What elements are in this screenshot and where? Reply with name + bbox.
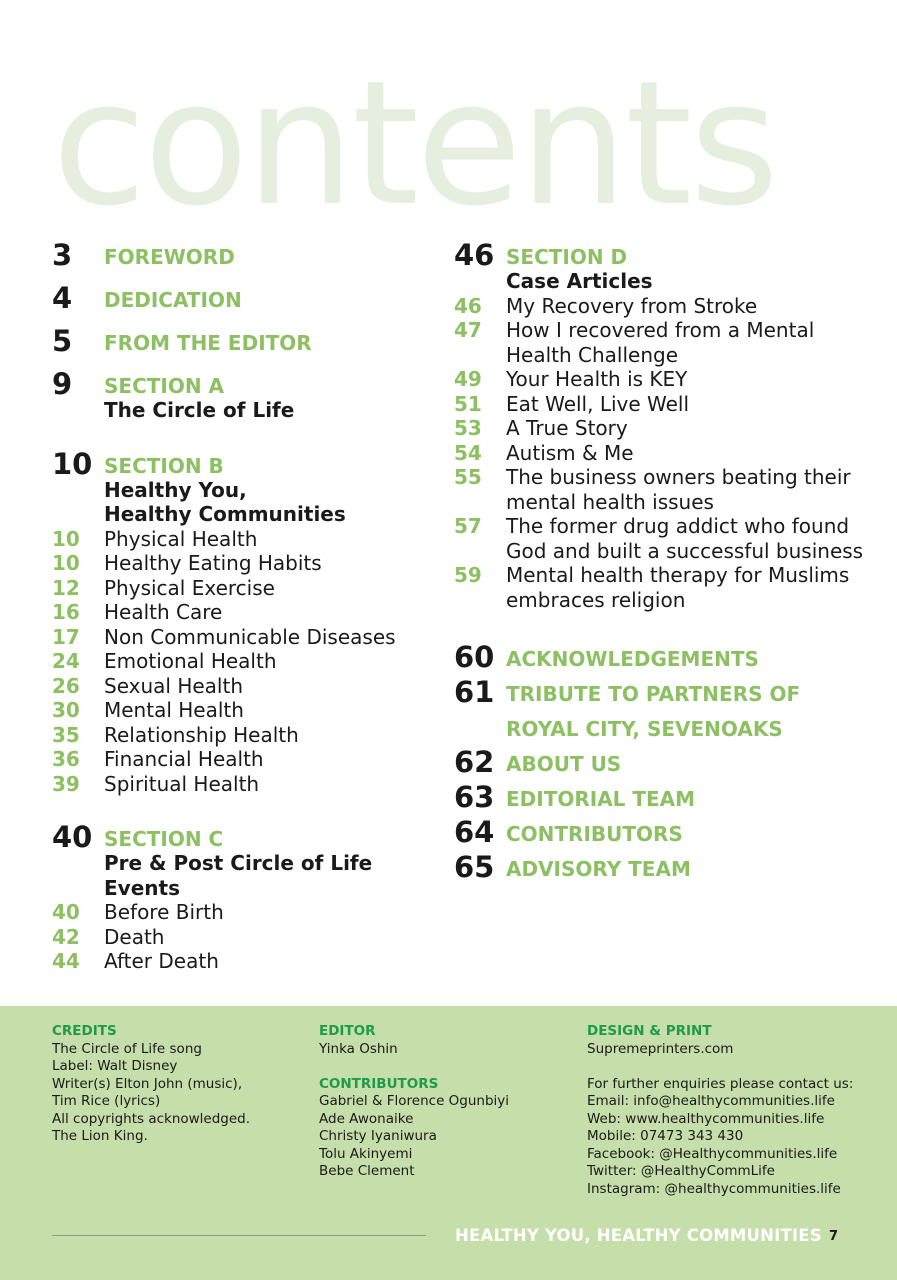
- toc-item[interactable]: [454, 294, 874, 319]
- credits-line: All copyrights acknowledged.: [52, 1110, 251, 1127]
- contact-line: For further enquiries please contact us:: [587, 1075, 854, 1092]
- item-label: My Recovery from Stroke: [506, 293, 758, 318]
- toc-item[interactable]: [52, 772, 442, 797]
- page-number: 10: [52, 446, 93, 481]
- toc-item[interactable]: [52, 949, 442, 974]
- item-label: Mental Health: [104, 698, 244, 722]
- contact-email[interactable]: Email: info@healthycommunities.life: [587, 1093, 835, 1109]
- item-label-continued: Health Challenge: [506, 342, 679, 367]
- editor-heading: EDITOR: [319, 1023, 376, 1039]
- toc-entry-section-d[interactable]: [454, 238, 874, 294]
- section-subtitle: Healthy Communities: [104, 502, 346, 526]
- item-label: Health Care: [104, 600, 223, 624]
- item-page-number: 36: [52, 747, 80, 771]
- section-title: FROM THE EDITOR: [104, 331, 312, 355]
- section-title: EDITORIAL TEAM: [506, 787, 696, 811]
- section-title: DEDICATION: [104, 288, 242, 312]
- item-label-continued: mental health issues: [506, 489, 714, 514]
- item-page-number: 47: [454, 318, 482, 342]
- toc-item[interactable]: [454, 563, 874, 612]
- section-title: SECTION A: [104, 374, 225, 398]
- credits-footer: [0, 1006, 897, 1280]
- item-page-number: 10: [52, 526, 80, 551]
- page-number: 46: [454, 238, 495, 272]
- page-number: 61: [454, 675, 495, 709]
- item-page-number: 12: [52, 575, 80, 600]
- credits-line: Tim Rice (lyrics): [52, 1093, 161, 1109]
- item-label: Spiritual Health: [104, 771, 260, 796]
- toc-item[interactable]: [52, 747, 442, 772]
- item-page-number: 35: [52, 722, 80, 747]
- toc-item[interactable]: [52, 674, 442, 699]
- item-label: Your Health is KEY: [506, 367, 688, 391]
- item-page-number: 16: [52, 600, 80, 624]
- item-page-number: 54: [454, 440, 482, 465]
- toc-item[interactable]: [454, 392, 874, 417]
- contents-hero-title: contents: [52, 43, 777, 244]
- toc-left-column: [52, 238, 442, 974]
- section-title: TRIBUTE TO PARTNERS OF: [506, 682, 801, 706]
- contact-mobile: Mobile: 07473 343 430: [587, 1128, 744, 1144]
- item-label: Sexual Health: [104, 673, 244, 698]
- page-number: 5: [52, 324, 73, 358]
- toc-entry-advisory-team[interactable]: [454, 850, 874, 885]
- toc-item[interactable]: [52, 576, 442, 601]
- toc-item[interactable]: [52, 723, 442, 748]
- toc-item[interactable]: [52, 527, 442, 552]
- contact-web[interactable]: Web: www.healthycommunities.life: [587, 1110, 825, 1127]
- toc-right-column: [454, 238, 874, 885]
- item-page-number: 30: [52, 698, 80, 722]
- item-page-number: 24: [52, 649, 80, 673]
- item-label: Relationship Health: [104, 722, 299, 747]
- page-number: 4: [52, 281, 73, 315]
- editor-contributors-column: [319, 1023, 569, 1181]
- item-label: Healthy Eating Habits: [104, 551, 322, 575]
- page-number-footer: 7: [829, 1229, 839, 1244]
- item-page-number: 44: [52, 949, 80, 973]
- page-number: 9: [52, 367, 73, 401]
- toc-item[interactable]: [454, 465, 874, 514]
- item-page-number: 42: [52, 924, 80, 949]
- footer-divider: [52, 1235, 426, 1236]
- toc-entry-contributors[interactable]: [454, 815, 874, 850]
- item-label: Physical Exercise: [104, 575, 275, 600]
- design-print-column: [587, 1023, 887, 1198]
- toc-item[interactable]: [454, 416, 874, 441]
- page-number: 65: [454, 850, 495, 884]
- toc-item[interactable]: [454, 367, 874, 392]
- editor-name: Yinka Oshin: [319, 1040, 398, 1057]
- design-print-heading: DESIGN & PRINT: [587, 1023, 712, 1039]
- credits-heading: CREDITS: [52, 1023, 117, 1039]
- item-page-number: 39: [52, 771, 80, 796]
- section-title: SECTION C: [104, 827, 224, 851]
- toc-entry-foreword[interactable]: [52, 238, 442, 272]
- section-title: SECTION B: [104, 453, 224, 478]
- page-number: 40: [52, 820, 93, 854]
- toc-item[interactable]: [454, 318, 874, 367]
- item-page-number: 26: [52, 673, 80, 698]
- credits-line: Label: Walt Disney: [52, 1058, 178, 1074]
- item-label-continued: embraces religion: [506, 587, 686, 612]
- item-label: After Death: [104, 949, 219, 973]
- section-subtitle: The Circle of Life: [104, 398, 295, 422]
- contributors-heading: CONTRIBUTORS: [319, 1075, 439, 1092]
- page-number: 64: [454, 815, 495, 849]
- item-label: Autism & Me: [506, 440, 634, 465]
- item-label: How I recovered from a Mental: [506, 318, 815, 342]
- contributor-name: Christy Iyaniwura: [319, 1128, 437, 1144]
- item-page-number: 17: [52, 624, 80, 649]
- toc-item[interactable]: [454, 441, 874, 466]
- toc-item[interactable]: [52, 925, 442, 950]
- printer-name[interactable]: Supremeprinters.com: [587, 1040, 734, 1057]
- footer-tagline: HEALTHY YOU, HEALTHY COMMUNITIES: [455, 1226, 822, 1245]
- item-label-continued: God and built a successful business: [506, 538, 864, 563]
- item-label: The former drug addict who found: [506, 514, 850, 538]
- contributor-name: Tolu Akinyemi: [319, 1145, 413, 1162]
- item-label: Death: [104, 924, 165, 949]
- item-label: The business owners beating their: [506, 465, 851, 489]
- item-page-number: 49: [454, 367, 482, 391]
- toc-item[interactable]: [52, 649, 442, 674]
- toc-item[interactable]: [52, 900, 442, 925]
- item-page-number: 57: [454, 514, 482, 538]
- toc-entry-editorial-team[interactable]: [454, 780, 874, 815]
- contact-instagram[interactable]: Instagram: @healthycommunities.life: [587, 1180, 841, 1197]
- item-label: Non Communicable Diseases: [104, 624, 396, 649]
- item-page-number: 55: [454, 465, 482, 489]
- contact-twitter[interactable]: Twitter: @HealthyCommLife: [587, 1163, 775, 1179]
- page-number: 60: [454, 640, 495, 674]
- toc-entry-section-a[interactable]: [52, 367, 442, 423]
- toc-item[interactable]: [52, 625, 442, 650]
- section-title: FOREWORD: [104, 245, 235, 269]
- toc-entry-about-us[interactable]: [454, 745, 874, 780]
- section-title: ACKNOWLEDGEMENTS: [506, 647, 759, 671]
- item-page-number: 46: [454, 293, 482, 318]
- item-page-number: 51: [454, 391, 482, 416]
- credits-column: [52, 1023, 302, 1146]
- toc-item[interactable]: [52, 551, 442, 576]
- page-number: 3: [52, 238, 73, 272]
- section-title: ADVISORY TEAM: [506, 857, 691, 881]
- toc-entry-dedication[interactable]: [52, 281, 442, 315]
- toc-item[interactable]: [52, 698, 442, 723]
- item-label: Financial Health: [104, 747, 264, 771]
- item-page-number: 10: [52, 551, 80, 575]
- item-page-number: 59: [454, 563, 482, 587]
- item-page-number: 40: [52, 900, 80, 924]
- toc-item[interactable]: [454, 514, 874, 563]
- item-label: Emotional Health: [104, 649, 277, 673]
- credits-line: Writer(s) Elton John (music),: [52, 1075, 243, 1092]
- item-label: Mental health therapy for Muslims: [506, 563, 850, 587]
- toc-entry-section-c[interactable]: [52, 820, 442, 900]
- section-title: SECTION D: [506, 245, 628, 269]
- toc-entry-tribute[interactable]: [454, 675, 874, 745]
- toc-item[interactable]: [52, 600, 442, 625]
- section-subtitle: Case Articles: [506, 269, 653, 293]
- toc-entry-section-b[interactable]: [52, 447, 442, 527]
- item-label: Before Birth: [104, 900, 224, 924]
- section-title: ABOUT US: [506, 752, 622, 776]
- toc-entry-from-the-editor[interactable]: [52, 324, 442, 358]
- credits-line: The Circle of Life song: [52, 1040, 202, 1057]
- section-title: CONTRIBUTORS: [506, 822, 683, 846]
- section-subtitle: Healthy You,: [104, 477, 247, 502]
- page-number: 62: [454, 745, 495, 779]
- section-title-continued: ROYAL CITY, SEVENOAKS: [506, 717, 783, 741]
- item-page-number: 53: [454, 416, 482, 440]
- toc-entry-acknowledgements[interactable]: [454, 640, 874, 675]
- contributor-name: Bebe Clement: [319, 1163, 415, 1179]
- contact-facebook[interactable]: Facebook: @Healthycommunities.life: [587, 1145, 838, 1162]
- page-number: 63: [454, 780, 495, 814]
- credits-line: The Lion King.: [52, 1128, 148, 1144]
- item-label: Physical Health: [104, 526, 258, 551]
- contributor-name: Ade Awonaike: [319, 1110, 414, 1127]
- item-label: Eat Well, Live Well: [506, 391, 690, 416]
- item-label: A True Story: [506, 416, 628, 440]
- section-subtitle: Pre & Post Circle of Life Events: [104, 851, 373, 900]
- contributor-name: Gabriel & Florence Ogunbiyi: [319, 1093, 510, 1109]
